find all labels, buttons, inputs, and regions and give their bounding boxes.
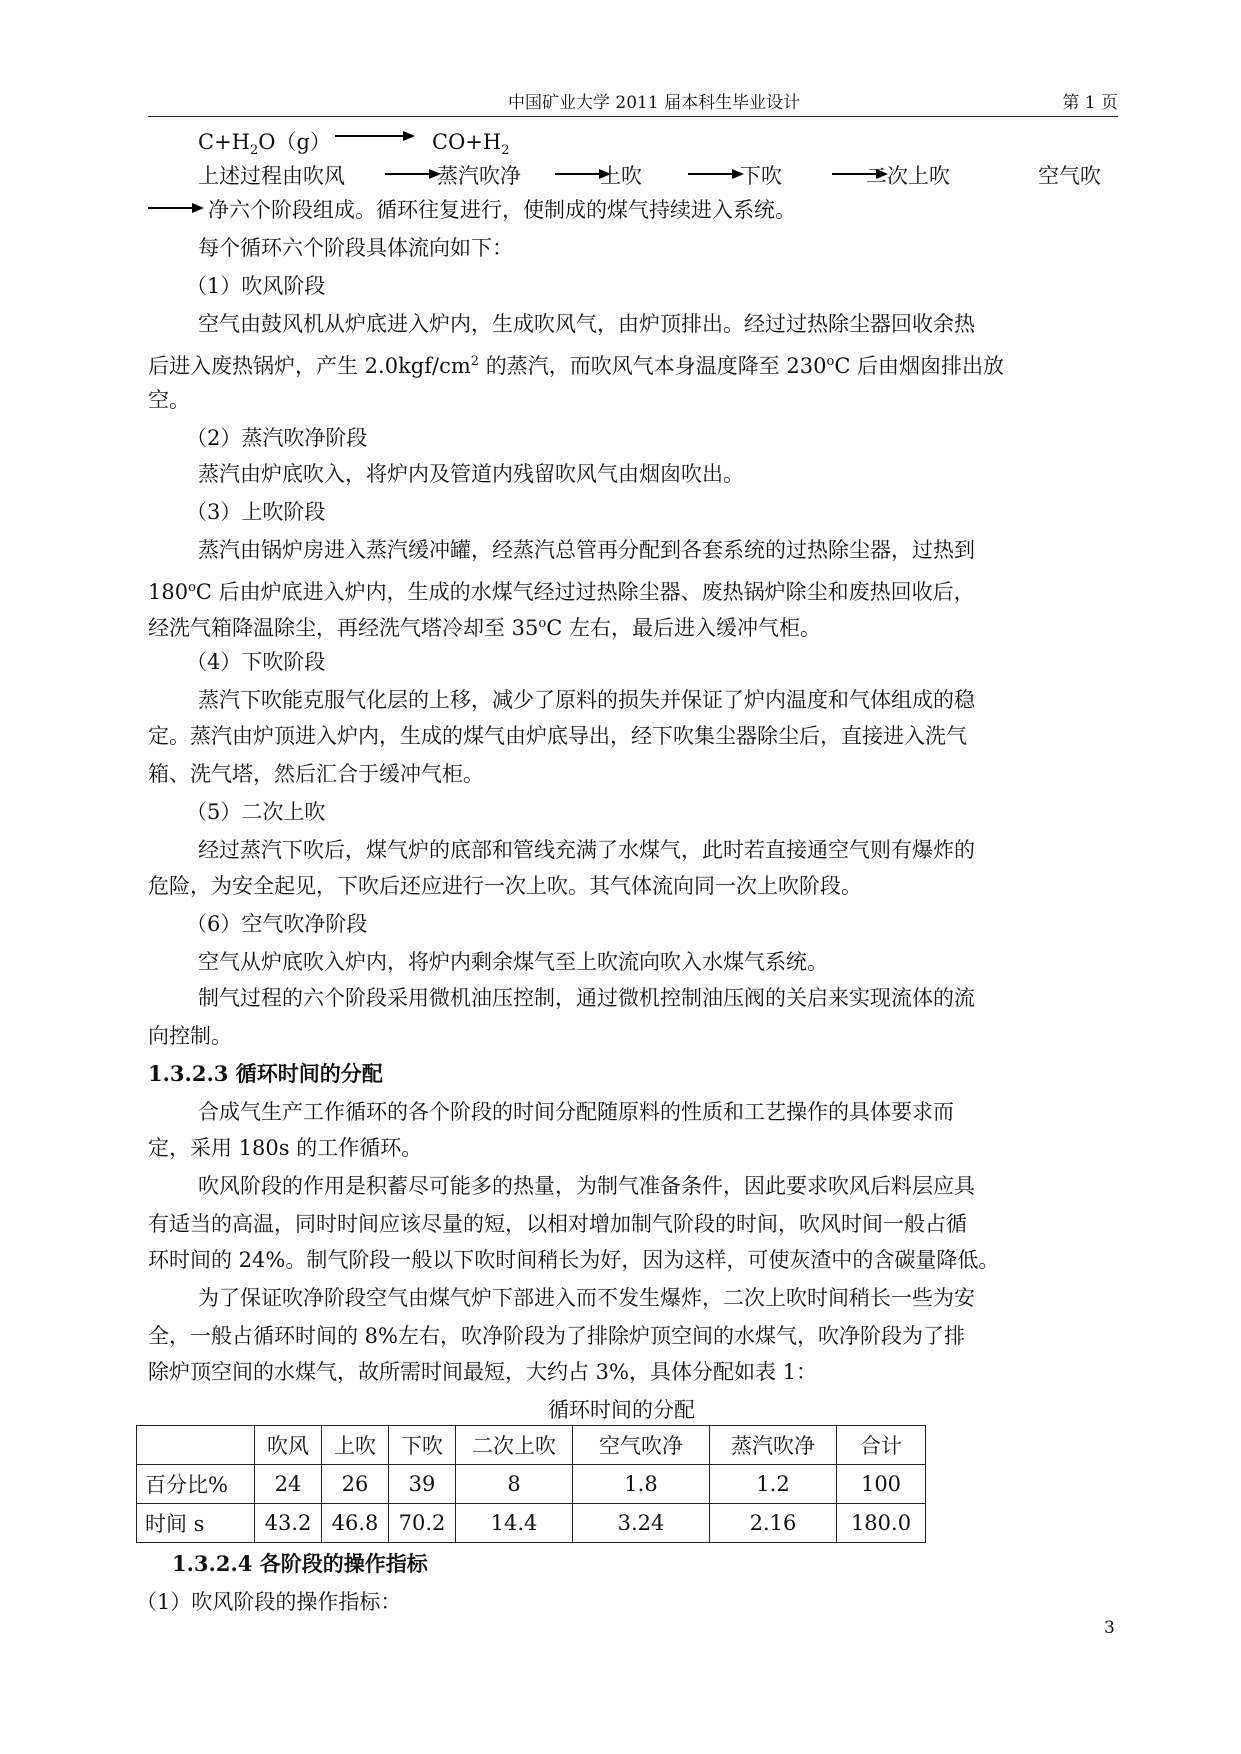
flow-intro: 上述过程由吹风 <box>198 164 345 188</box>
table-header-cell: 空气吹净 <box>573 1426 710 1465</box>
page-header <box>148 86 1118 117</box>
paragraph-line: 经洗气箱降温除尘，再经洗气塔冷却至 35$^o$C 左右，最后进入缓冲气柜。 <box>148 616 821 640</box>
table-cell: 1.2 <box>710 1465 837 1504</box>
section-heading: 1.3.2.3 循环时间的分配 <box>148 1061 383 1086</box>
table-header-cell: 蒸汽吹净 <box>710 1426 837 1465</box>
flow-step: 空气吹 <box>1038 164 1101 188</box>
section-title: （6）空气吹净阶段 <box>186 912 368 936</box>
paragraph-line: 空气从炉底吹入炉内，将炉内剩余煤气至上吹流向吹入水煤气系统。 <box>198 950 828 974</box>
flow-arrow-icon <box>148 198 204 218</box>
paragraph-line: 蒸汽由锅炉房进入蒸汽缓冲罐，经蒸汽总管再分配到各套系统的过热除尘器，过热到 <box>198 538 975 562</box>
flow-step: 蒸汽吹净 <box>437 164 521 188</box>
reaction-equation: $C+H_2O(g)$ <box>198 130 331 159</box>
table-header-cell: 上吹 <box>322 1426 389 1465</box>
paragraph-line: 有适当的高温，同时时间应该尽量的短，以相对增加制气阶段的时间，吹风时间一般占循 <box>148 1212 967 1236</box>
flow-step: 下吹 <box>740 164 782 188</box>
flow-tail: 净六个阶段组成。循环往复进行，使制成的煤气持续进入系统。 <box>208 198 796 222</box>
table-row-label: 时间 s <box>137 1504 255 1543</box>
table-caption: 循环时间的分配 <box>548 1398 695 1422</box>
flow-step: 二次上吹 <box>866 164 950 188</box>
table-cell: 26 <box>322 1465 389 1504</box>
table-header-cell <box>137 1426 255 1465</box>
section-title: （5）二次上吹 <box>186 800 326 824</box>
table-cell: 43.2 <box>255 1504 322 1543</box>
flow-arrow-icon <box>385 164 441 184</box>
table-cell: 3.24 <box>573 1504 710 1543</box>
table-cell: 180.0 <box>837 1504 926 1543</box>
paragraph-line: 为了保证吹净阶段空气由煤气炉下部进入而不发生爆炸，二次上吹时间稍长一些为安 <box>198 1286 975 1310</box>
header-title: 中国矿业大学 2011 届本科生毕业设计 <box>508 93 801 113</box>
section-title: （2）蒸汽吹净阶段 <box>186 426 368 450</box>
reaction-product: $CO+H_2$ <box>432 130 510 159</box>
paragraph-line: 蒸汽下吹能克服气化层的上移，减少了原料的损失并保证了炉内温度和气体组成的稳 <box>198 688 975 712</box>
paragraph-line: 除炉顶空间的水煤气，故所需时间最短，大约占 3%，具体分配如表 1： <box>148 1360 818 1384</box>
paragraph-line: 合成气生产工作循环的各个阶段的时间分配随原料的性质和工艺操作的具体要求而 <box>198 1100 954 1124</box>
table-cell: 1.8 <box>573 1465 710 1504</box>
paragraph-line: 环时间的 24%。制气阶段一般以下吹时间稍长为好，因为这样，可使灰渣中的含碳量降低。 <box>148 1248 1000 1272</box>
paragraph-line: 箱、洗气塔，然后汇合于缓冲气柜。 <box>148 762 484 786</box>
cycle-time-table <box>136 1425 926 1543</box>
table-cell: 2.16 <box>710 1504 837 1543</box>
header-page-label: 第 1 页 <box>1062 93 1118 113</box>
table-row <box>137 1465 926 1504</box>
paragraph-line: 向控制。 <box>148 1024 232 1048</box>
paragraph-line: 定。蒸汽由炉顶进入炉内，生成的煤气由炉底导出，经下吹集尘器除尘后，直接进入洗气 <box>148 724 967 748</box>
reaction-arrow-icon <box>335 128 415 148</box>
paragraph-line: 危险，为安全起见，下吹后还应进行一次上吹。其气体流向同一次上吹阶段。 <box>148 874 862 898</box>
flow-step: 上吹 <box>600 164 642 188</box>
table-cell: 70.2 <box>389 1504 456 1543</box>
section-heading: 1.3.2.4 各阶段的操作指标 <box>172 1551 428 1576</box>
paragraph-line: 后进入废热锅炉，产生 $2.0kgf/cm^2$ 的蒸汽，而吹风气本身温度降至 230$^o$C 后由烟囱排出放 <box>148 354 1005 378</box>
paragraph-line: 空。 <box>148 388 190 412</box>
section-title: （1）吹风阶段 <box>186 274 326 298</box>
paragraph-line: 制气过程的六个阶段采用微机油压控制，通过微机控制油压阀的关启来实现流体的流 <box>198 986 975 1010</box>
section-title: （4）下吹阶段 <box>186 650 326 674</box>
table-cell: 46.8 <box>322 1504 389 1543</box>
table-header-cell: 下吹 <box>389 1426 456 1465</box>
table-row <box>137 1504 926 1543</box>
table-header-cell: 吹风 <box>255 1426 322 1465</box>
table-cell: 39 <box>389 1465 456 1504</box>
paragraph-line: 定，采用 180s 的工作循环。 <box>148 1136 423 1160</box>
table-row-label: 百分比% <box>137 1465 255 1504</box>
table-header-cell: 二次上吹 <box>456 1426 573 1465</box>
table-cell: 24 <box>255 1465 322 1504</box>
paragraph-line: 空气由鼓风机从炉底进入炉内，生成吹风气，由炉顶排出。经过过热除尘器回收余热 <box>198 312 975 336</box>
paragraph-line: 蒸汽由炉底吹入，将炉内及管道内残留吹风气由烟囱吹出。 <box>198 462 744 486</box>
table-header-cell: 合计 <box>837 1426 926 1465</box>
table-header-row <box>137 1426 926 1465</box>
table-cell: 100 <box>837 1465 926 1504</box>
page-number: 3 <box>1104 1618 1115 1638</box>
paragraph: 每个循环六个阶段具体流向如下： <box>198 236 513 260</box>
paragraph-line: 吹风阶段的作用是积蓄尽可能多的热量，为制气准备条件，因此要求吹风后料层应具 <box>198 1174 975 1198</box>
section-title: （3）上吹阶段 <box>186 500 326 524</box>
paragraph-line: 180$^o$C 后由炉底进入炉内，生成的水煤气经过过热除尘器、废热锅炉除尘和废热回收后， <box>148 580 975 604</box>
paragraph-line: （1）吹风阶段的操作指标： <box>136 1590 402 1614</box>
paragraph-line: 经过蒸汽下吹后，煤气炉的底部和管线充满了水煤气，此时若直接通空气则有爆炸的 <box>198 838 975 862</box>
flow-arrow-icon <box>688 164 744 184</box>
table-cell: 8 <box>456 1465 573 1504</box>
paragraph-line: 全，一般占循环时间的 8%左右，吹净阶段为了排除炉顶空间的水煤气，吹净阶段为了排 <box>148 1324 965 1348</box>
table-cell: 14.4 <box>456 1504 573 1543</box>
